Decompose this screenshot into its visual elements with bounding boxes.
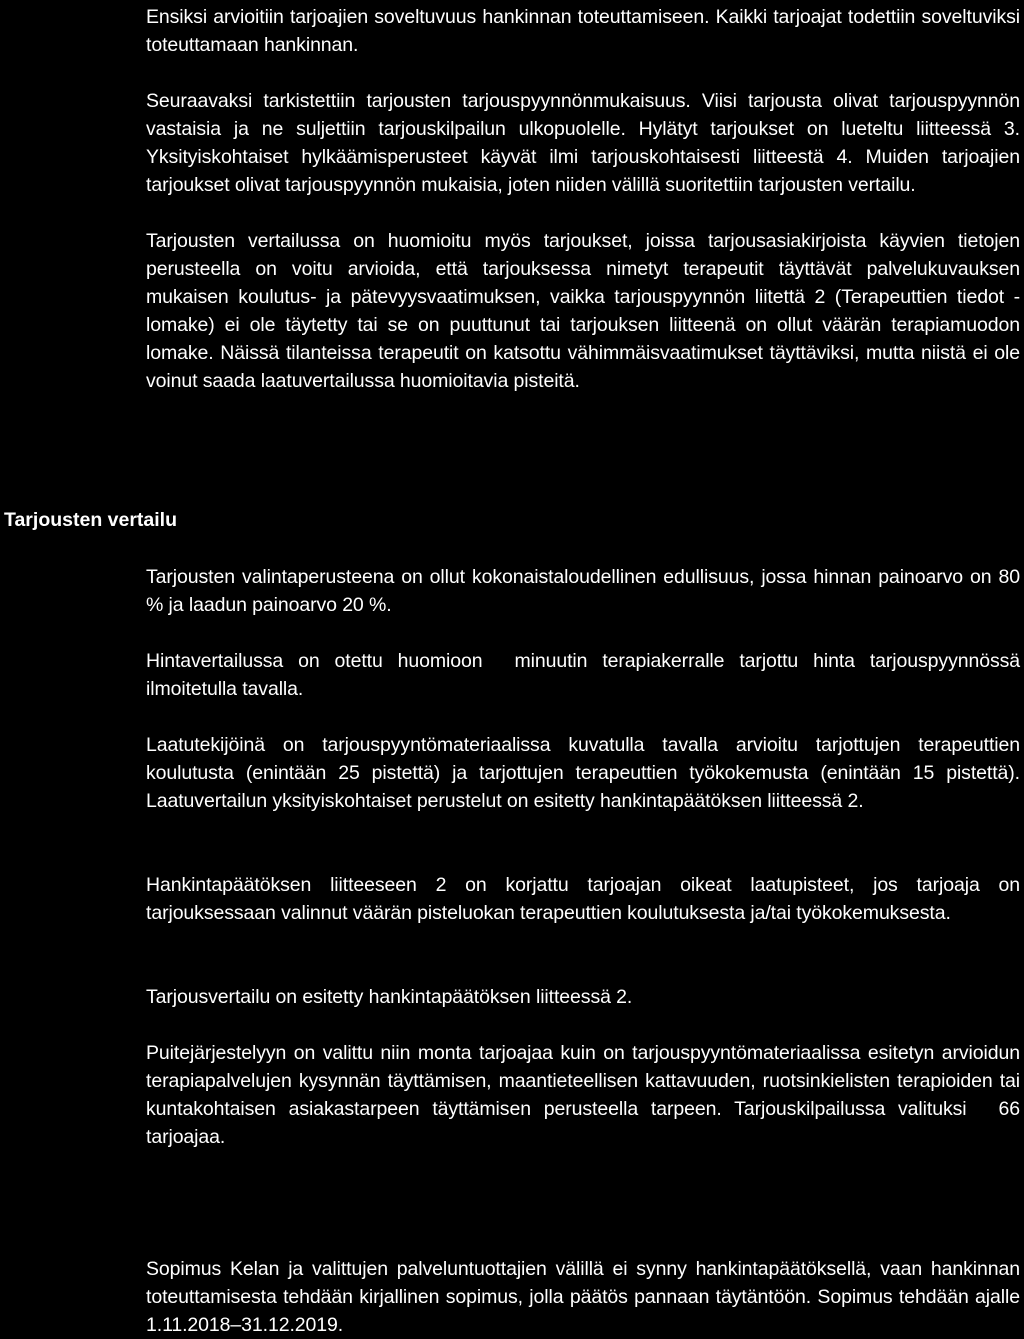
price-comparison-part-2: minuutin terapiakerralle tarjottu hinta tarjouspyynnössä ilmoitetulla tavalla.	[146, 650, 1020, 700]
paragraph-comparison-appendix: Tarjousvertailu on esitetty hankintapäätöksen liitteessä 2.	[146, 986, 633, 1008]
paragraph-framework	[146, 1039, 1020, 1151]
paragraph-contract: Sopimus Kelan ja valittujen palveluntuottajien välillä ei synny hankintapäätöksellä, vaan hankinnan toteuttamisesta tehdään kirjallinen sopimus, jolla päätös pannaan täytäntöön. Sopimus tehdään ajalle 1.11.2018–31.12.2019.	[146, 1258, 1020, 1336]
paragraph-conformity: Seuraavaksi tarkistettiin tarjousten tarjouspyynnönmukaisuus. Viisi tarjousta olivat tarjouspyynnön vastaisia ja ne suljettiin tarjouskilpailun ulkopuolelle. Hylätyt tarjoukset on lueteltu liitteessä 3. Yksityiskohtaiset hylkäämisperusteet käyvät ilmi tarjouskohtaisesti liitteestä 4. Muiden tarjoajien tarjoukset olivat tarjouspyynnön mukaisia, joten niiden välillä suoritettiin tarjousten vertailu.	[146, 90, 1020, 196]
paragraph-corrections: Hankintapäätöksen liitteeseen 2 on korjattu tarjoajan oikeat laatupisteet, jos tarjoaja on tarjouksessaan valinnut väärän pisteluokan terapeuttien koulutuksesta ja/tai työkokemuksesta.	[146, 874, 1020, 924]
paragraph-criteria: Tarjousten valintaperusteena on ollut kokonaistaloudellinen edullisuus, jossa hinnan painoarvo on 80 % ja laadun painoarvo 20 %.	[146, 566, 1020, 616]
paragraph-price-comparison	[146, 647, 1020, 703]
paragraph-quality-factors: Laatutekijöinä on tarjouspyyntömateriaalissa kuvatulla tavalla arvioitu tarjottujen terapeuttien koulutusta (enintään 25 pistettä) ja tarjottujen terapeuttien työkokemusta (enintään 15 pistettä). Laatuvertailun yksityiskohtaiset perustelut on esitetty hankintapäätöksen liitteessä 2.	[146, 734, 1020, 812]
paragraph-suitability: Ensiksi arvioitiin tarjoajien soveltuvuus hankinnan toteuttamiseen. Kaikki tarjoajat todettiin soveltuviksi toteuttamaan hankinnan.	[146, 6, 1020, 56]
price-comparison-part-1: Hintavertailussa on otettu huomioon	[146, 650, 483, 672]
framework-part-1: Puitejärjestelyyn on valittu niin monta tarjoajaa kuin on tarjouspyyntömateriaalissa esitetyn arvioidun terapiapalvelujen kysynnän täyttämisen, maantieteellisen kattavuuden, ruotsinkielisten terapioiden tai kuntakohtaisen asiakastarpeen täyttämisen perusteella tarpeen. Tarjouskilpailussa valituksi	[146, 1042, 1020, 1120]
framework-part-2: 66 tarjoajaa.	[146, 1098, 1020, 1148]
section-heading: Tarjousten vertailu	[4, 509, 178, 531]
paragraph-comparison-note: Tarjousten vertailussa on huomioitu myös tarjoukset, joissa tarjousasiakirjoista käyvien tietojen perusteella on voitu arvioida, että tarjouksessa nimetyt terapeutit täyttävät palvelukuvauksen mukaisen koulutus- ja pätevyysvaatimuksen, vaikka tarjouspyynnön liitettä 2 (Terapeuttien tiedot -lomake) ei ole täytetty tai se on puuttunut tai tarjouksen liitteenä on ollut väärän terapiamuodon lomake. Näissä tilanteissa terapeutit on katsottu vähimmäisvaatimukset täyttäviksi, mutta niistä ei ole voinut saada laatuvertailussa huomioitavia pisteitä.	[146, 230, 1020, 392]
